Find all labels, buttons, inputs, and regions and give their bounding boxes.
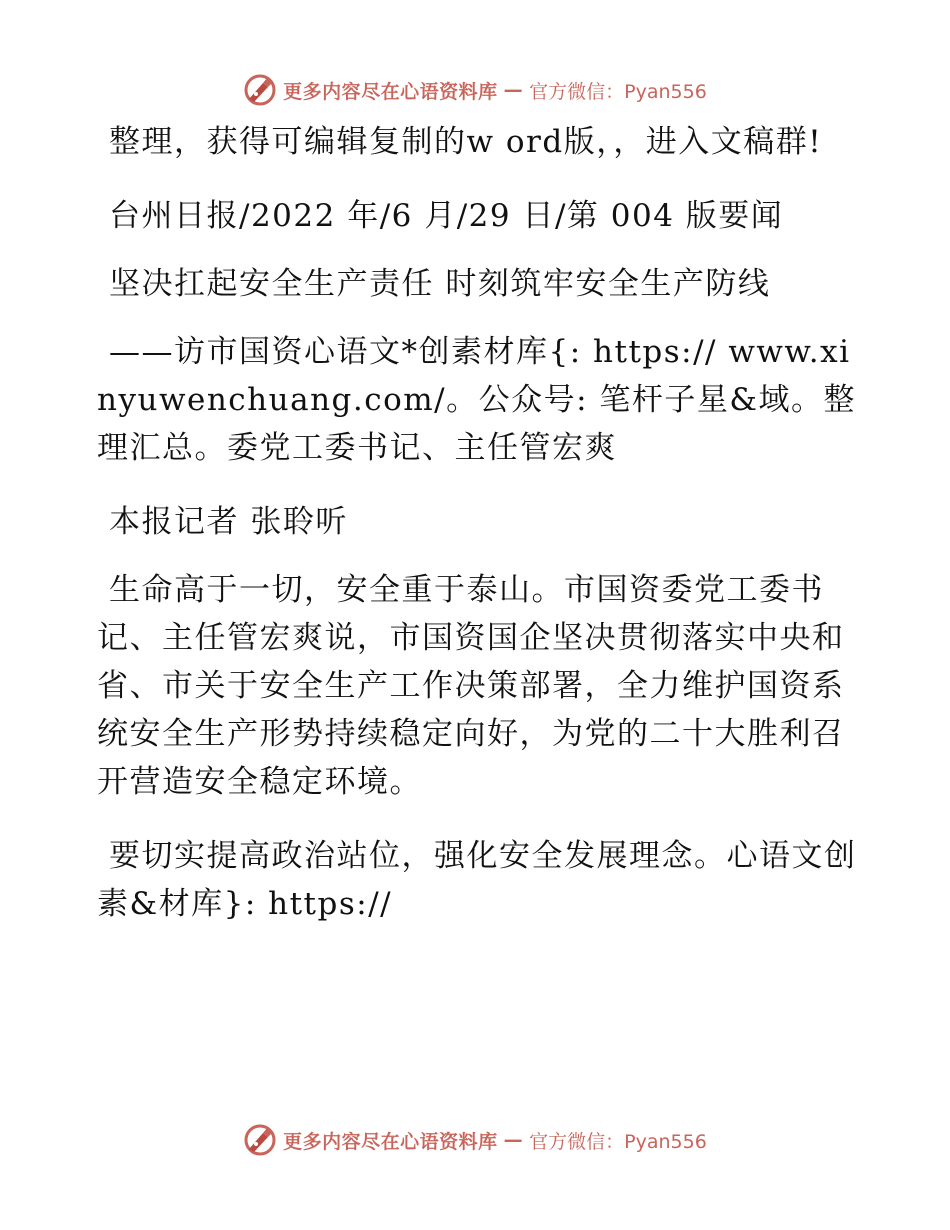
pen-nib-logo-icon bbox=[243, 73, 277, 107]
banner-text: 更多内容尽在心语资料库 bbox=[283, 80, 498, 103]
paragraph-intro: 整理，获得可编辑复制的w ord版，，进入文稿群! bbox=[109, 124, 823, 160]
banner-wechat: 官方微信：Pyan556 bbox=[529, 80, 707, 103]
document-body bbox=[97, 118, 857, 954]
banner-text: 更多内容尽在心语资料库 bbox=[283, 1130, 498, 1153]
paragraph-headline: 坚决扛起安全生产责任 时刻筑牢安全生产防线 bbox=[109, 266, 771, 302]
paragraph-body-2: 要切实提高政治站位，强化安全发展理念。心语文创素&材库}: https:// bbox=[97, 838, 857, 922]
banner-wechat: 官方微信：Pyan556 bbox=[529, 1130, 707, 1153]
paragraph-subheadline: ——访市国资心语文*创素材库{: https:// www.xinyuwenchuang.com/。公众号: 笔杆子星&域。整理汇总。委党工委书记、主任管宏爽 bbox=[97, 334, 856, 466]
banner-separator: — bbox=[503, 79, 524, 101]
paragraph-source: 台州日报/2022 年/6 月/29 日/第 004 版要闻 bbox=[109, 198, 784, 234]
paragraph-body-1: 生命高于一切，安全重于泰山。市国资委党工委书记、主任管宏爽说，市国资国企坚决贯彻落实中央和省、市关于安全生产工作决策部署，全力维护国资系统安全生产形势持续稳定向好，为党的二十大胜利召开营造安全稳定环境。 bbox=[97, 572, 845, 800]
footer-banner bbox=[0, 1120, 950, 1160]
paragraph-byline: 本报记者 张聆听 bbox=[109, 504, 348, 540]
banner-separator: — bbox=[503, 1129, 524, 1151]
pen-nib-logo-icon bbox=[243, 1123, 277, 1157]
header-banner bbox=[0, 70, 950, 110]
